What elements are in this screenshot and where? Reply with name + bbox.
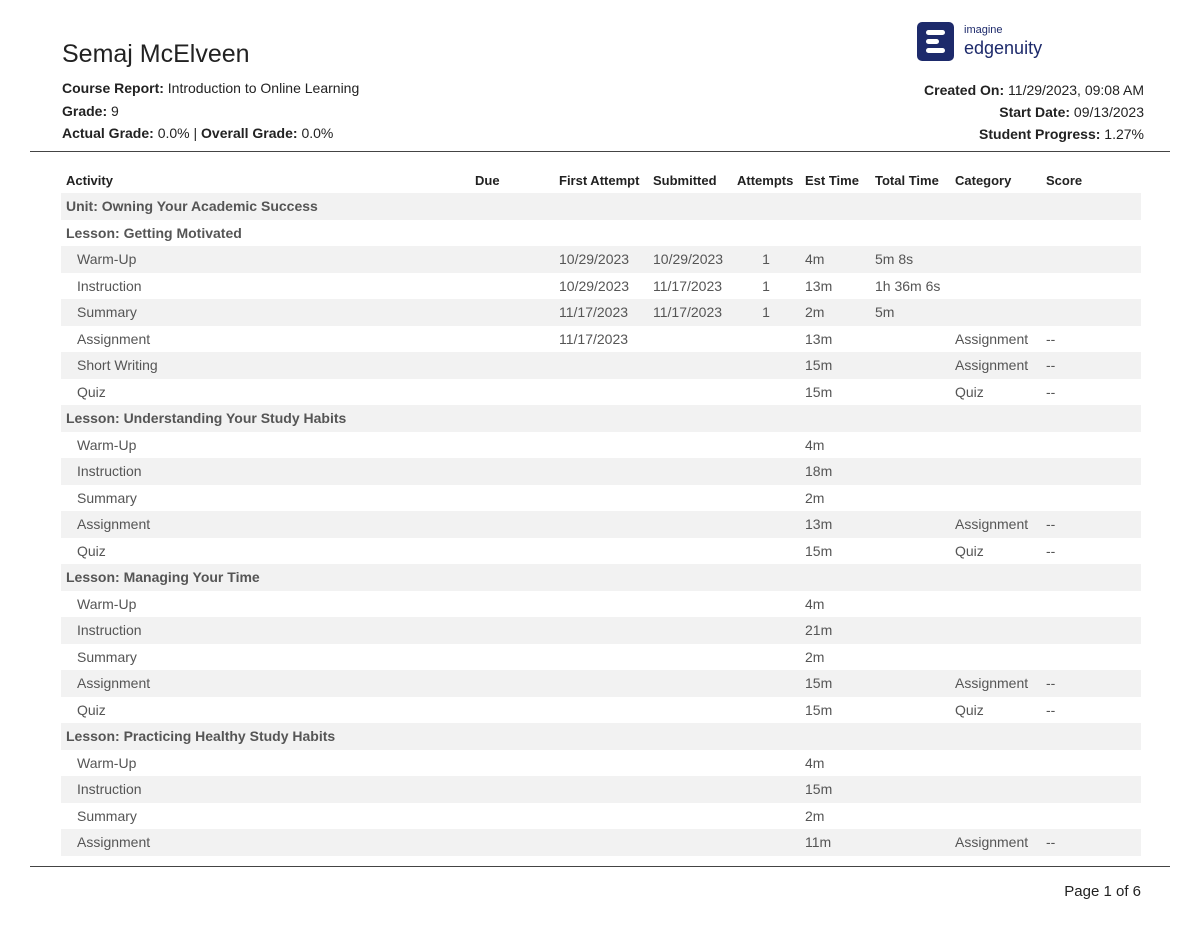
table-row	[61, 511, 1141, 538]
activity-cell: Summary	[77, 648, 137, 665]
activity-cell: Assignment	[61, 670, 470, 697]
attempts-cell	[732, 379, 800, 406]
submitted-cell	[648, 485, 732, 512]
first-attempt-cell	[554, 379, 648, 406]
due-cell	[470, 326, 554, 353]
score-cell	[1041, 273, 1141, 300]
activity-cell: Warm-Up	[61, 246, 470, 273]
activity-cell: Quiz	[77, 542, 106, 559]
due-cell	[470, 829, 554, 856]
activity-cell: Quiz	[77, 383, 106, 400]
score-cell	[1041, 591, 1141, 618]
student-progress-label: Student Progress:	[979, 126, 1101, 142]
score-cell	[1041, 776, 1141, 803]
total-time-cell	[870, 538, 950, 565]
activity-cell: Quiz	[77, 701, 106, 718]
table-row	[61, 273, 1141, 300]
category-cell: Quiz	[955, 701, 984, 718]
first-attempt-cell	[554, 458, 648, 485]
submitted-cell: 10/29/2023	[648, 246, 732, 273]
total-time-cell	[870, 352, 950, 379]
total-time-cell	[870, 326, 950, 353]
first-attempt-cell	[554, 670, 648, 697]
first-attempt-cell	[554, 644, 648, 671]
score-cell: --	[1046, 383, 1056, 400]
first-attempt-cell	[554, 829, 648, 856]
column-header-total-time: Total Time	[875, 172, 939, 188]
start-date-label: Start Date:	[999, 104, 1071, 120]
submitted-cell: 11/17/2023	[653, 277, 723, 294]
column-header-est-time: Est Time	[805, 172, 859, 188]
category-cell: Assignment	[950, 670, 1041, 697]
score-cell	[1041, 246, 1141, 273]
column-header-submitted: Submitted	[653, 172, 717, 188]
total-time-cell	[870, 617, 950, 644]
total-time-cell: 1h 36m 6s	[875, 277, 941, 294]
grade-line	[62, 100, 359, 123]
attempts-cell	[732, 803, 800, 830]
submitted-cell	[648, 697, 732, 724]
section-title: Lesson: Understanding Your Study Habits	[61, 405, 1141, 432]
due-cell	[470, 511, 554, 538]
first-attempt-cell	[554, 750, 648, 777]
section-title: Lesson: Practicing Healthy Study Habits	[61, 723, 1141, 750]
student-progress-line	[924, 123, 1144, 145]
due-cell	[470, 432, 554, 459]
first-attempt-cell	[554, 485, 648, 512]
table-row	[61, 379, 1141, 406]
table-row	[61, 750, 1141, 777]
submitted-cell	[648, 617, 732, 644]
attempts-cell	[732, 511, 800, 538]
score-cell	[1041, 803, 1141, 830]
est-time-cell: 4m	[805, 754, 825, 771]
table-row	[61, 617, 1141, 644]
activity-table	[61, 167, 1141, 856]
due-cell	[470, 776, 554, 803]
category-cell	[950, 591, 1041, 618]
est-time-cell: 4m	[805, 436, 825, 453]
est-time-cell: 21m	[800, 617, 870, 644]
total-time-cell	[870, 379, 950, 406]
est-time-cell: 11m	[800, 829, 870, 856]
activity-cell: Summary	[61, 299, 470, 326]
activity-cell: Summary	[77, 489, 137, 506]
submitted-cell	[648, 776, 732, 803]
score-cell: --	[1046, 701, 1056, 718]
category-cell	[950, 617, 1041, 644]
start-date-value: 09/13/2023	[1073, 104, 1144, 120]
attempts-cell	[732, 591, 800, 618]
est-time-cell: 13m	[805, 330, 833, 347]
est-time-cell: 18m	[800, 458, 870, 485]
column-header-activity: Activity	[66, 172, 113, 188]
submitted-cell	[648, 326, 732, 353]
created-on-label: Created On:	[924, 82, 1005, 98]
due-cell	[470, 750, 554, 777]
created-on-line	[924, 79, 1144, 101]
table-row	[61, 670, 1141, 697]
table-row	[61, 697, 1141, 724]
score-cell: --	[1041, 829, 1141, 856]
attempts-cell	[732, 458, 800, 485]
student-progress-value: 1.27%	[1104, 126, 1144, 142]
submitted-cell	[648, 538, 732, 565]
first-attempt-cell: 11/17/2023	[559, 330, 629, 347]
logo-small-text: imagine	[964, 24, 1003, 36]
submitted-cell	[648, 644, 732, 671]
table-row	[61, 485, 1141, 512]
due-cell	[470, 379, 554, 406]
activity-cell: Instruction	[61, 776, 470, 803]
overall-grade-value: 0.0%	[301, 125, 334, 141]
edgenuity-logo-icon	[917, 22, 954, 61]
attempts-cell: 1	[732, 246, 800, 273]
activity-cell: Warm-Up	[77, 436, 137, 453]
grades-line	[62, 122, 359, 145]
footer-divider	[30, 866, 1170, 867]
category-cell: Assignment	[950, 511, 1041, 538]
attempts-cell	[732, 670, 800, 697]
total-time-cell	[870, 511, 950, 538]
submitted-cell	[648, 379, 732, 406]
category-cell	[950, 299, 1041, 326]
category-cell	[950, 273, 1041, 300]
category-cell	[950, 432, 1041, 459]
total-time-cell: 5m	[870, 299, 950, 326]
total-time-cell	[870, 697, 950, 724]
score-cell: --	[1041, 352, 1141, 379]
attempts-cell	[732, 750, 800, 777]
submitted-cell	[648, 829, 732, 856]
attempts-cell: 1	[732, 299, 800, 326]
total-time-cell: 5m 8s	[870, 246, 950, 273]
first-attempt-cell	[554, 538, 648, 565]
course-report-value: Introduction to Online Learning	[167, 80, 360, 96]
column-header-score: Score	[1046, 172, 1083, 188]
activity-cell: Short Writing	[61, 352, 470, 379]
table-row	[61, 591, 1141, 618]
score-cell: --	[1046, 330, 1056, 347]
score-cell	[1041, 458, 1141, 485]
submitted-cell	[648, 458, 732, 485]
submitted-cell	[648, 511, 732, 538]
total-time-cell	[870, 776, 950, 803]
activity-cell: Warm-Up	[77, 595, 137, 612]
est-time-cell: 2m	[805, 648, 825, 665]
activity-cell: Assignment	[77, 330, 151, 347]
est-time-cell: 13m	[800, 511, 870, 538]
activity-cell: Warm-Up	[77, 754, 137, 771]
attempts-cell	[732, 485, 800, 512]
attempts-cell	[732, 538, 800, 565]
section-row	[61, 405, 1141, 432]
activity-cell: Summary	[77, 807, 137, 824]
first-attempt-cell: 10/29/2023	[554, 246, 648, 273]
logo-wordmark	[964, 25, 1042, 57]
score-cell	[1041, 644, 1141, 671]
total-time-cell	[870, 432, 950, 459]
score-cell	[1041, 299, 1141, 326]
actual-grade-label: Actual Grade:	[62, 125, 154, 141]
section-row	[61, 723, 1141, 750]
category-cell: Assignment	[950, 829, 1041, 856]
first-attempt-cell	[554, 803, 648, 830]
table-header-row	[61, 167, 1141, 193]
activity-cell: Instruction	[61, 617, 470, 644]
due-cell	[470, 803, 554, 830]
column-header-due: Due	[475, 172, 500, 188]
submitted-cell	[648, 803, 732, 830]
category-cell	[950, 776, 1041, 803]
score-cell	[1041, 617, 1141, 644]
first-attempt-cell	[554, 511, 648, 538]
first-attempt-cell	[554, 591, 648, 618]
category-cell	[950, 750, 1041, 777]
est-time-cell: 2m	[800, 299, 870, 326]
attempts-cell	[732, 352, 800, 379]
activity-cell: Instruction	[61, 458, 470, 485]
first-attempt-cell	[554, 697, 648, 724]
first-attempt-cell	[554, 432, 648, 459]
submitted-cell	[648, 750, 732, 777]
section-title: Unit: Owning Your Academic Success	[61, 193, 1141, 220]
table-row	[61, 644, 1141, 671]
header-divider	[30, 151, 1170, 152]
attempts-cell	[732, 829, 800, 856]
due-cell	[470, 352, 554, 379]
page-number: Page 1 of 6	[1064, 883, 1141, 900]
due-cell	[470, 670, 554, 697]
section-row	[61, 220, 1141, 247]
category-cell: Quiz	[955, 383, 984, 400]
table-row	[61, 829, 1141, 856]
table-row	[61, 776, 1141, 803]
category-cell	[950, 485, 1041, 512]
report-meta-right	[924, 79, 1144, 145]
table-row	[61, 803, 1141, 830]
due-cell	[470, 273, 554, 300]
section-title: Lesson: Getting Motivated	[66, 224, 242, 241]
due-cell	[470, 617, 554, 644]
column-header-attempts: Attempts	[737, 172, 794, 188]
total-time-cell	[870, 485, 950, 512]
first-attempt-cell	[554, 776, 648, 803]
created-on-value: 11/29/2023, 09:08 AM	[1008, 82, 1144, 98]
table-row	[61, 299, 1141, 326]
score-cell: --	[1041, 511, 1141, 538]
submitted-cell	[648, 591, 732, 618]
attempts-cell	[732, 776, 800, 803]
submitted-cell: 11/17/2023	[648, 299, 732, 326]
table-row	[61, 458, 1141, 485]
first-attempt-cell	[554, 617, 648, 644]
overall-grade-label: Overall Grade:	[201, 125, 298, 141]
table-row	[61, 538, 1141, 565]
actual-grade-value: 0.0%	[157, 125, 190, 141]
score-cell	[1041, 750, 1141, 777]
table-row	[61, 326, 1141, 353]
attempts-cell	[732, 326, 800, 353]
first-attempt-cell	[554, 352, 648, 379]
attempts-cell	[732, 617, 800, 644]
due-cell	[470, 697, 554, 724]
est-time-cell: 15m	[805, 383, 833, 400]
total-time-cell	[870, 670, 950, 697]
total-time-cell	[870, 803, 950, 830]
section-row	[61, 564, 1141, 591]
course-report-line	[62, 77, 359, 100]
grade-value: 9	[111, 102, 119, 119]
first-attempt-cell: 10/29/2023	[559, 277, 630, 294]
total-time-cell	[870, 644, 950, 671]
due-cell	[470, 246, 554, 273]
est-time-cell: 4m	[800, 246, 870, 273]
submitted-cell	[648, 432, 732, 459]
est-time-cell: 15m	[800, 670, 870, 697]
category-cell	[950, 458, 1041, 485]
table-row	[61, 352, 1141, 379]
attempts-cell	[732, 432, 800, 459]
report-meta-left	[62, 77, 359, 145]
activity-cell: Assignment	[61, 829, 470, 856]
total-time-cell	[870, 591, 950, 618]
category-cell: Assignment	[955, 330, 1029, 347]
score-cell	[1041, 432, 1141, 459]
due-cell	[470, 591, 554, 618]
due-cell	[470, 644, 554, 671]
table-row	[61, 432, 1141, 459]
est-time-cell: 2m	[805, 807, 825, 824]
score-cell: --	[1046, 542, 1056, 559]
category-cell: Assignment	[950, 352, 1041, 379]
attempts-cell	[732, 644, 800, 671]
est-time-cell: 4m	[805, 595, 825, 612]
activity-cell: Instruction	[77, 277, 142, 294]
est-time-cell: 15m	[800, 352, 870, 379]
est-time-cell: 15m	[805, 542, 833, 559]
grade-separator: |	[193, 125, 198, 141]
total-time-cell	[870, 829, 950, 856]
course-report-label: Course Report:	[62, 80, 164, 96]
due-cell	[470, 485, 554, 512]
total-time-cell	[870, 458, 950, 485]
activity-cell: Assignment	[61, 511, 470, 538]
est-time-cell: 15m	[805, 701, 833, 718]
due-cell	[470, 458, 554, 485]
category-cell	[950, 644, 1041, 671]
student-name: Semaj McElveen	[62, 40, 250, 68]
score-cell: --	[1041, 670, 1141, 697]
total-time-cell	[870, 750, 950, 777]
start-date-line	[924, 101, 1144, 123]
first-attempt-cell: 11/17/2023	[554, 299, 648, 326]
section-title: Lesson: Managing Your Time	[61, 564, 1141, 591]
est-time-cell: 13m	[805, 277, 833, 294]
attempts-cell	[732, 697, 800, 724]
table-body	[61, 193, 1141, 856]
table-row	[61, 246, 1141, 273]
edgenuity-logo	[917, 21, 1042, 61]
submitted-cell	[648, 352, 732, 379]
logo-big-text: edgenuity	[964, 38, 1043, 58]
grade-label: Grade:	[62, 102, 108, 119]
est-time-cell: 15m	[800, 776, 870, 803]
est-time-cell: 2m	[805, 489, 825, 506]
column-header-category: Category	[955, 172, 1012, 188]
submitted-cell	[648, 670, 732, 697]
category-cell: Quiz	[955, 542, 984, 559]
section-row	[61, 193, 1141, 220]
score-cell	[1041, 485, 1141, 512]
category-cell	[950, 803, 1041, 830]
due-cell	[470, 299, 554, 326]
due-cell	[470, 538, 554, 565]
attempts-cell: 1	[762, 277, 770, 294]
column-header-first-attempt: First Attempt	[559, 172, 640, 188]
category-cell	[950, 246, 1041, 273]
